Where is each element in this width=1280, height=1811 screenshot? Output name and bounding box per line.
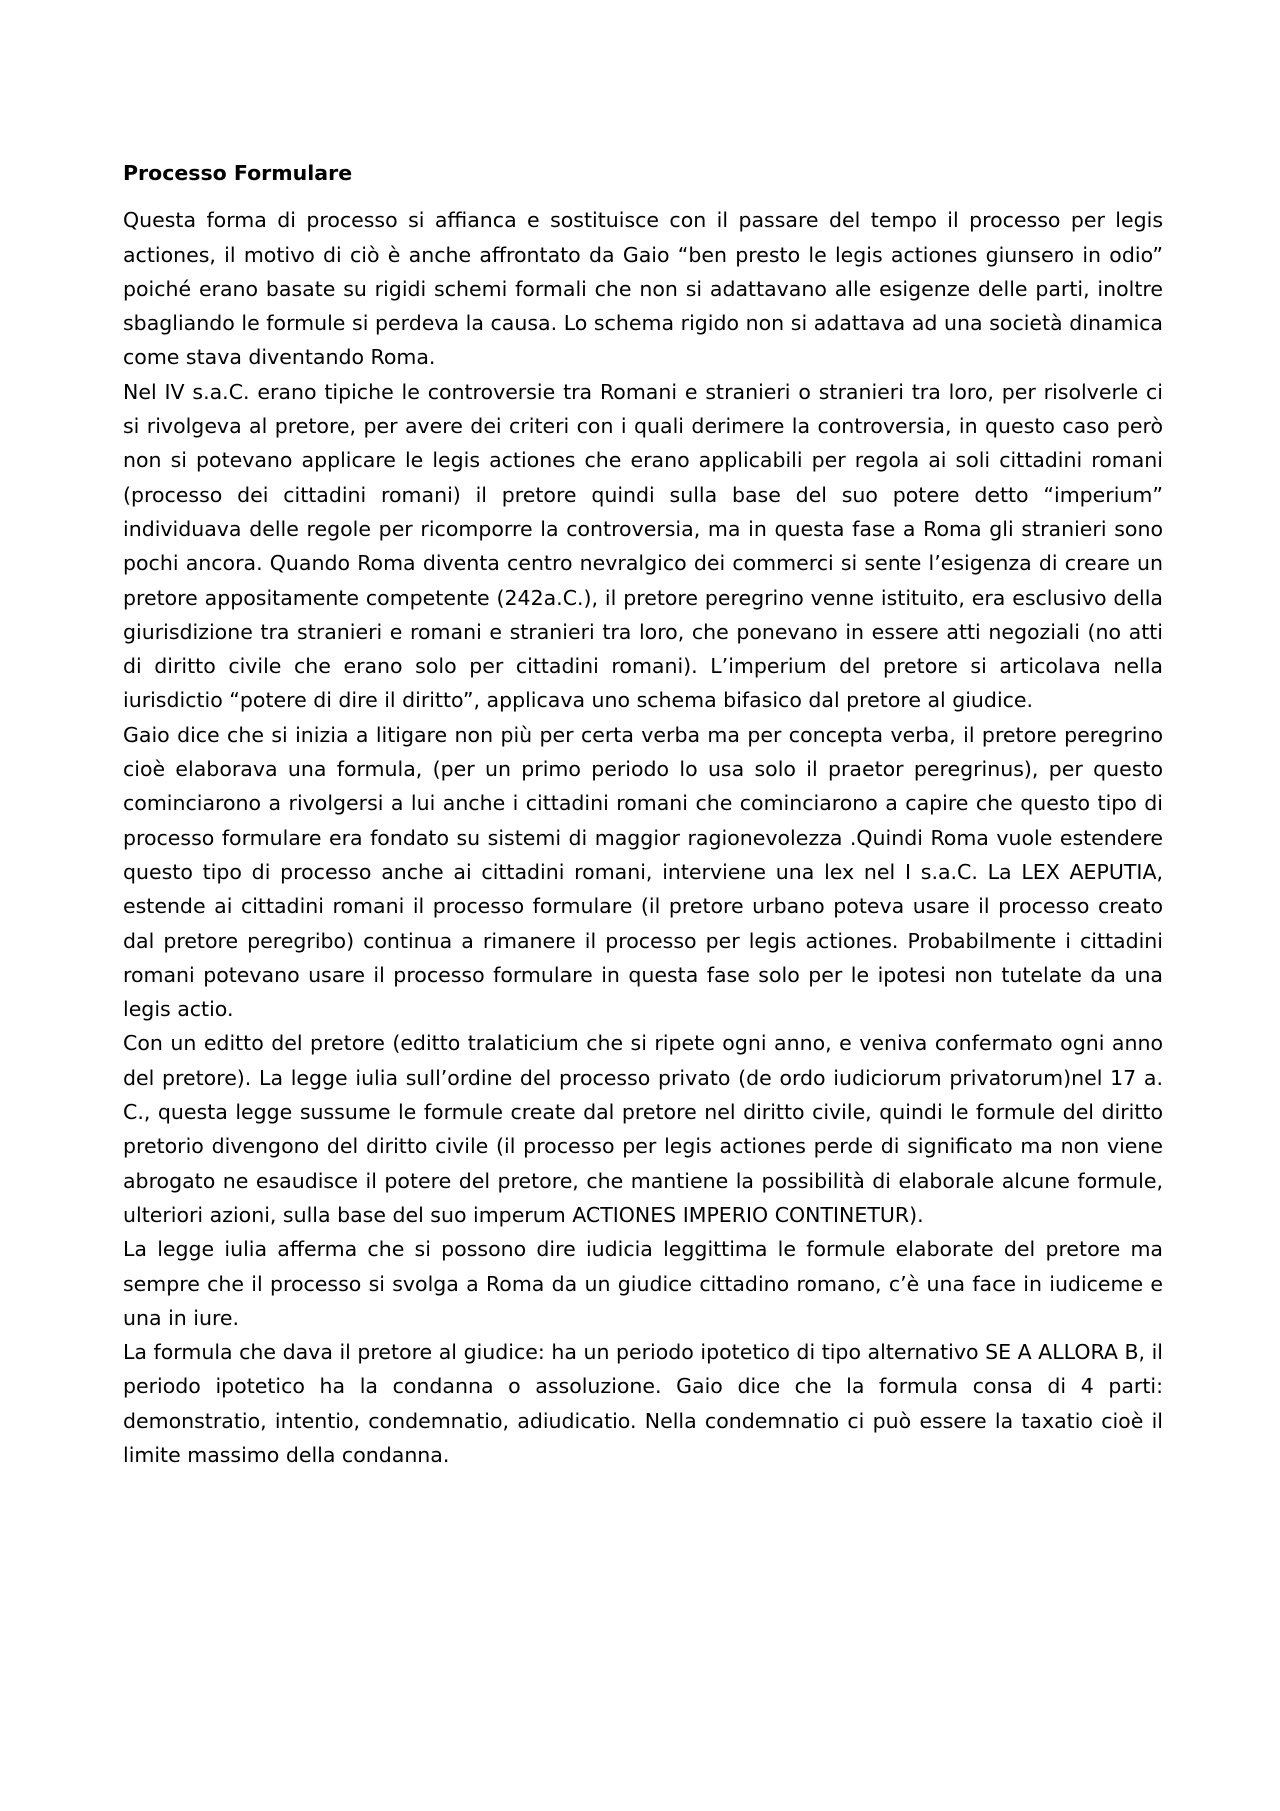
paragraph-praetor-peregrinus: Nel IV s.a.C. erano tipiche le controversie tra Romani e stranieri o stranieri tra loro, per risolverle ci si rivolgeva al pretore, per avere dei criteri con i quali derimere la controversia, in questo caso però non si potevano applicare le legis actiones che erano applicabili per regola ai soli cittadini romani (processo dei cittadini romani) il pretore quindi sulla base del suo potere detto “imperium” individuava delle regole per ricomporre la controversia, ma in questa fase a Roma gli stranieri sono pochi ancora. Quando Roma diventa centro nevralgico dei commerci si sente l’esigenza di creare un pretore appositamente competente (242a.C.), il pretore peregrino venne istituito, era esclusivo della giurisdizione tra stranieri e romani e stranieri tra loro, che ponevano in essere atti negoziali (no atti di diritto civile che erano solo per cittadini romani). L’imperium del pretore si articolava nella iurisdictio “potere di dire il diritto”, applicava uno schema bifasico dal pretore al giudice. [123, 379, 1163, 713]
document-body [123, 156, 1163, 1472]
document-title: Processo Formulare [123, 161, 353, 185]
paragraph-lex-iulia: Con un editto del pretore (editto tralaticium che si ripete ogni anno, e veniva confermato ogni anno del pretore). La legge iulia sull’ordine del processo privato (de ordo iudiciorum privatorum)nel 17 a. C., questa legge sussume le formule create dal pretore nel diritto civile, quindi le formule del diritto pretorio divengono del diritto civile (il processo per legis actiones perde di significato ma non viene abrogato ne esaudisce il potere del pretore, che mantiene la possibilità di elaborale alcune formule, ulteriori azioni, sulla base del suo imperum ACTIONES IMPERIO CONTINETUR). [123, 1031, 1163, 1227]
paragraph-lex-aebutia: Gaio dice che si inizia a litigare non più per certa verba ma per concepta verba, il pretore peregrino cioè elaborava una formula, (per un primo periodo lo usa solo il praetor peregrinus), per questo cominciarono a rivolgersi a lui anche i cittadini romani che cominciarono a capire che questo tipo di processo formulare era fondato su sistemi di maggior ragionevolezza .Quindi Roma vuole estendere questo tipo di processo anche ai cittadini romani, interviene una lex nel I s.a.C. La LEX AEPUTIA, estende ai cittadini romani il processo formulare (il pretore urbano poteva usare il processo creato dal pretore peregribo) continua a rimanere il processo per legis actiones. Probabilmente i cittadini romani potevano usare il processo formulare in questa fase solo per le ipotesi non tutelate da una legis actio. [123, 722, 1163, 1022]
paragraph-formula-structure: La formula che dava il pretore al giudice: ha un periodo ipotetico di tipo alternativo SE A ALLORA B, il periodo ipotetico ha la condanna o assoluzione. Gaio dice che la formula consa di 4 parti: demonstratio, intentio, condemnatio, adiudicatio. Nella condemnatio ci può essere la taxatio cioè il limite massimo della condanna. [123, 1340, 1163, 1467]
paragraph-intro: Questa forma di processo si affianca e sostituisce con il passare del tempo il processo per legis actiones, il motivo di ciò è anche affrontato da Gaio “ben presto le legis actiones giunsero in odio” poiché erano basate su rigidi schemi formali che non si adattavano alle esigenze delle parti, inoltre sbagliando le formule si perdeva la causa. Lo schema rigido non si adattava ad una società dinamica come stava diventando Roma. [123, 208, 1163, 370]
paragraph-iudicia-legitima: La legge iulia afferma che si possono dire iudicia leggittima le formule elaborate del pretore ma sempre che il processo si svolga a Roma da un giudice cittadino romano, c’è una face in iudiceme e una in iure. [123, 1237, 1163, 1330]
